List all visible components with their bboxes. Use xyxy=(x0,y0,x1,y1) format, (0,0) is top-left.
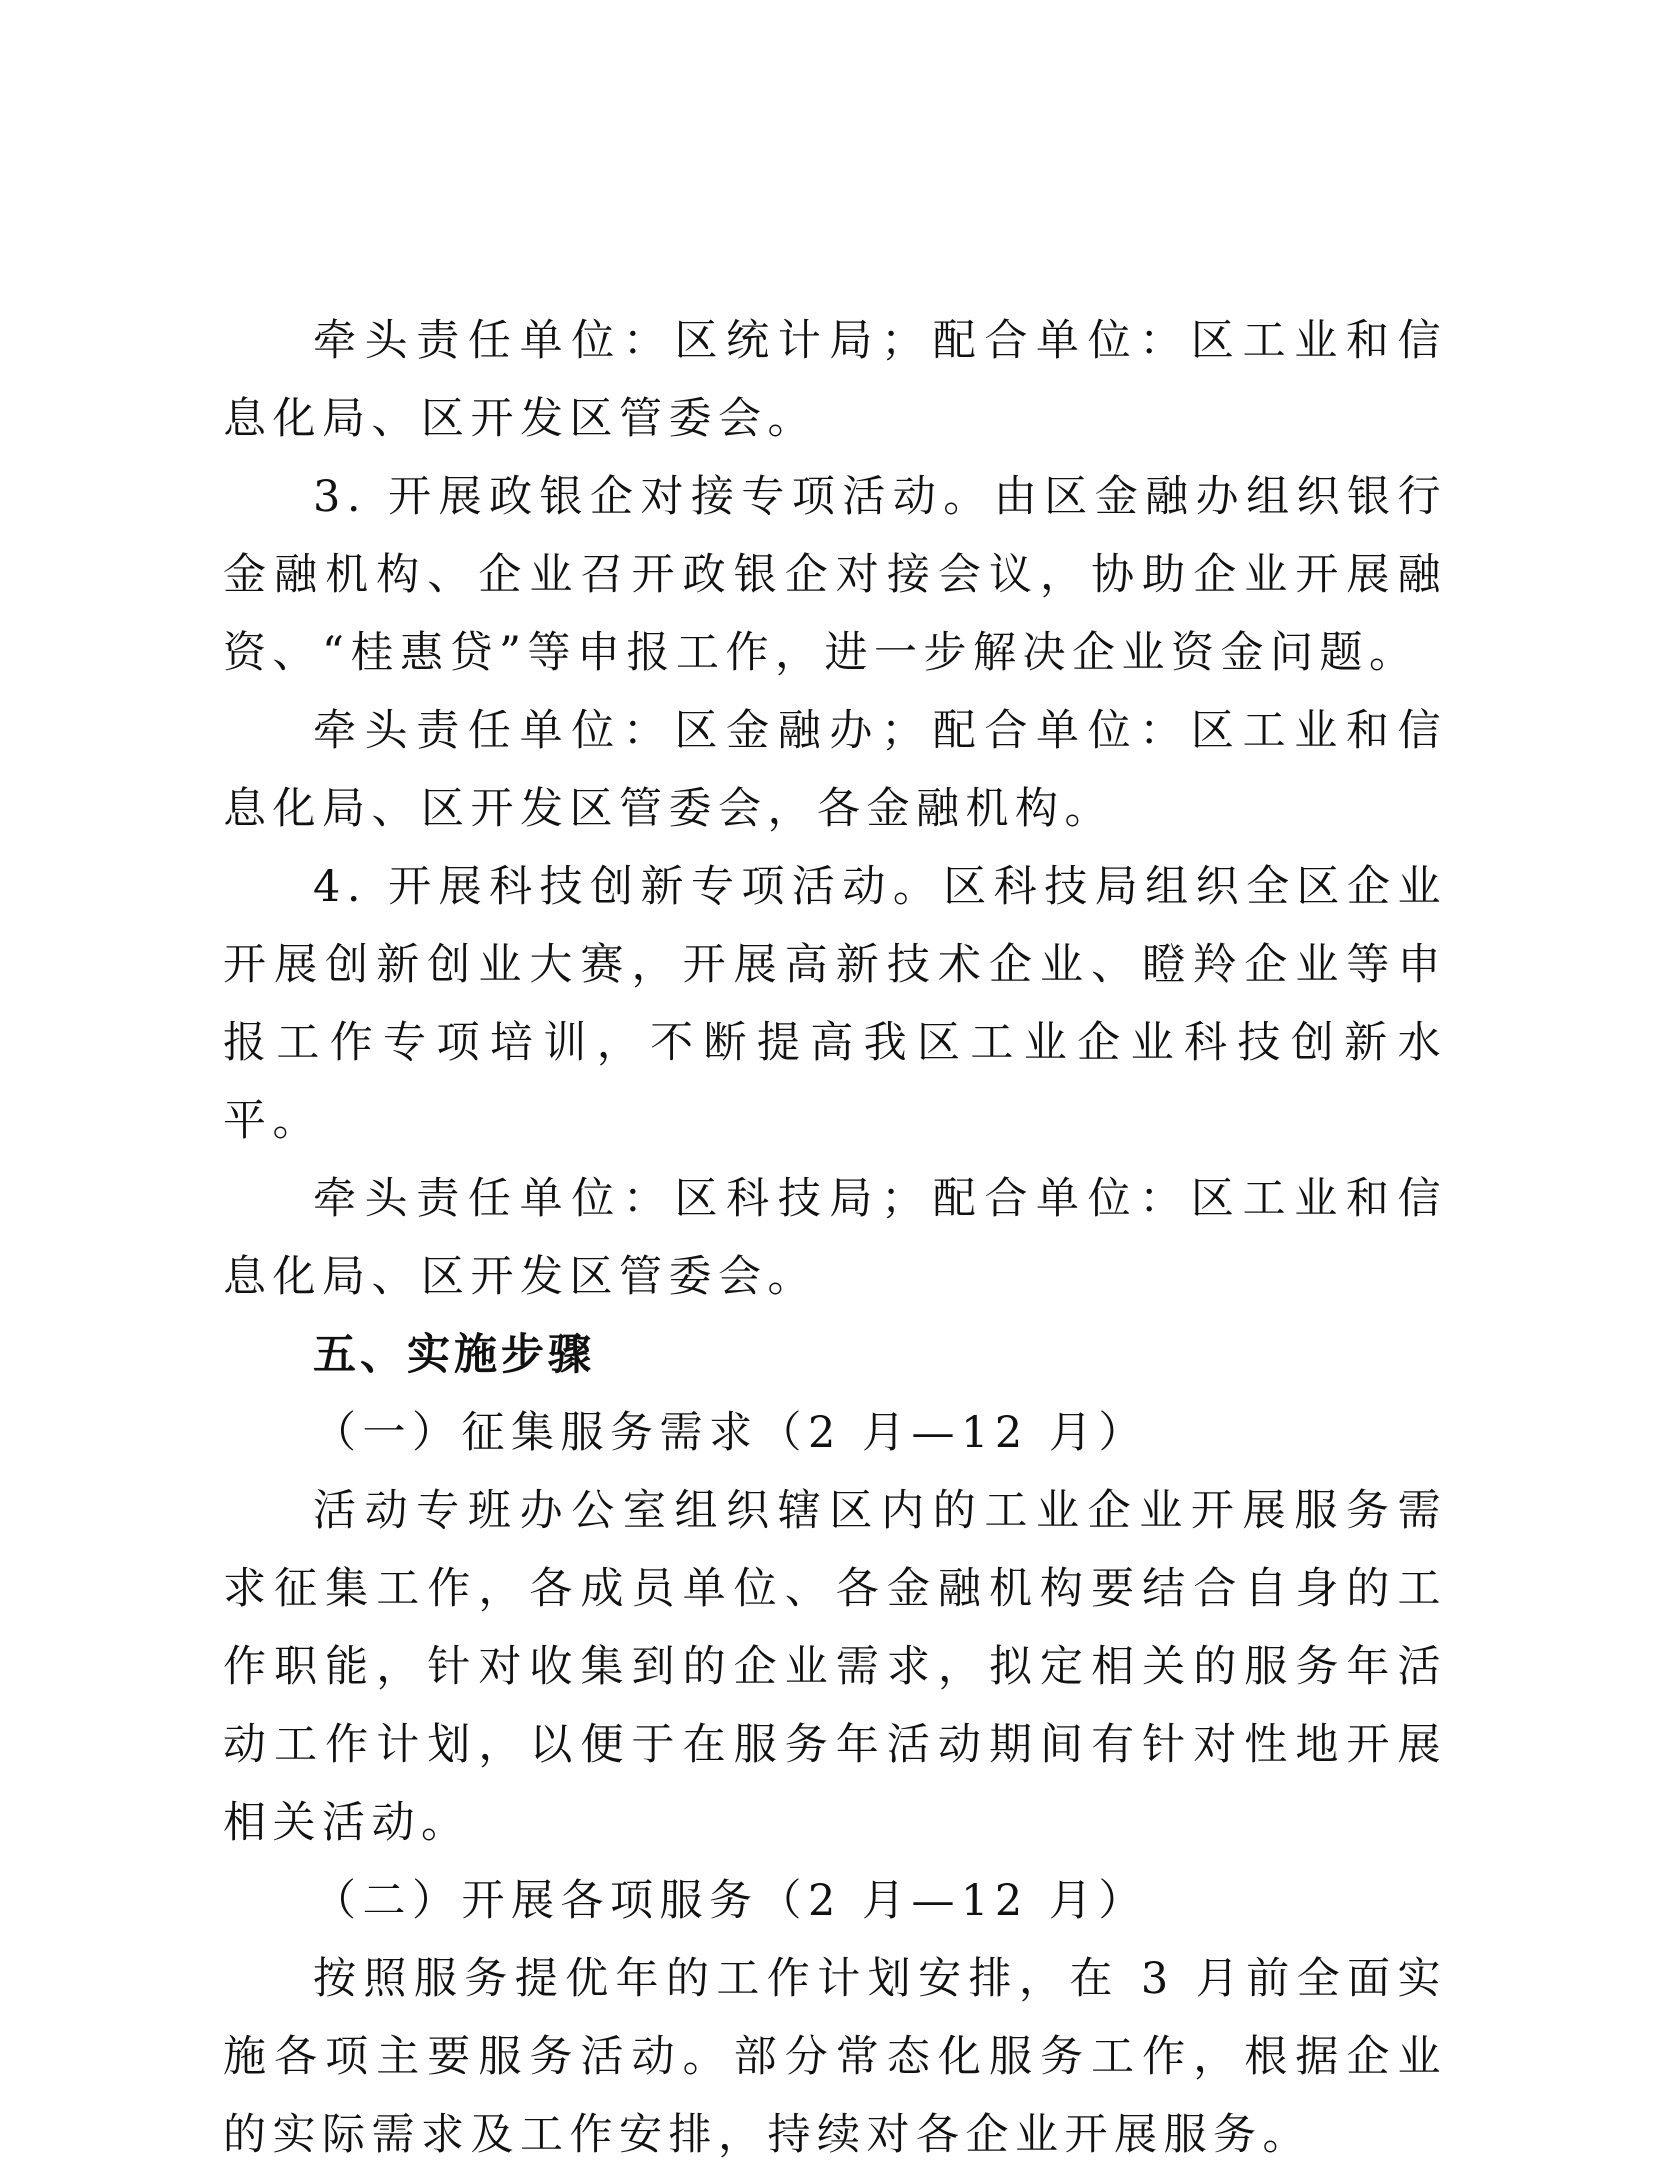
responsibility-statistics: 牵头责任单位：区统计局；配合单位：区工业和信息化局、区开发区管委会。 xyxy=(223,316,1447,444)
document-body xyxy=(223,302,1447,2174)
responsibility-technology: 牵头责任单位：区科技局；配合单位：区工业和信息化局、区开发区管委会。 xyxy=(223,1174,1447,1302)
subsection-carry-out-services: （二）开展各项服务（2 月—12 月） xyxy=(313,1876,1148,1926)
subsection-collect-demand: （一）征集服务需求（2 月—12 月） xyxy=(313,1408,1148,1458)
paragraph-carry-out-services: 按照服务提优年的工作计划安排，在 3 月前全面实施各项主要服务活动。部分常态化服务工作，根据企业的实际需求及工作安排，持续对各企业开展服务。 xyxy=(223,1954,1447,2160)
item-3-gov-bank-enterprise: 3. 开展政银企对接专项活动。由区金融办组织银行金融机构、企业召开政银企对接会议，协助企业开展融资、“桂惠贷”等申报工作，进一步解决企业资金问题。 xyxy=(223,472,1447,678)
responsibility-finance: 牵头责任单位：区金融办；配合单位：区工业和信息化局、区开发区管委会，各金融机构。 xyxy=(223,706,1447,834)
paragraph-collect-demand: 活动专班办公室组织辖区内的工业企业开展服务需求征集工作，各成员单位、各金融机构要结合自身的工作职能，针对收集到的企业需求，拟定相关的服务年活动工作计划，以便于在服务年活动期间有针对性地开展相关活动。 xyxy=(223,1486,1447,1848)
item-4-tech-innovation: 4. 开展科技创新专项活动。区科技局组织全区企业开展创新创业大赛，开展高新技术企业、瞪羚企业等申报工作专项培训，不断提高我区工业企业科技创新水平。 xyxy=(223,862,1447,1146)
section-heading-implementation-steps: 五、实施步骤 xyxy=(313,1330,595,1380)
